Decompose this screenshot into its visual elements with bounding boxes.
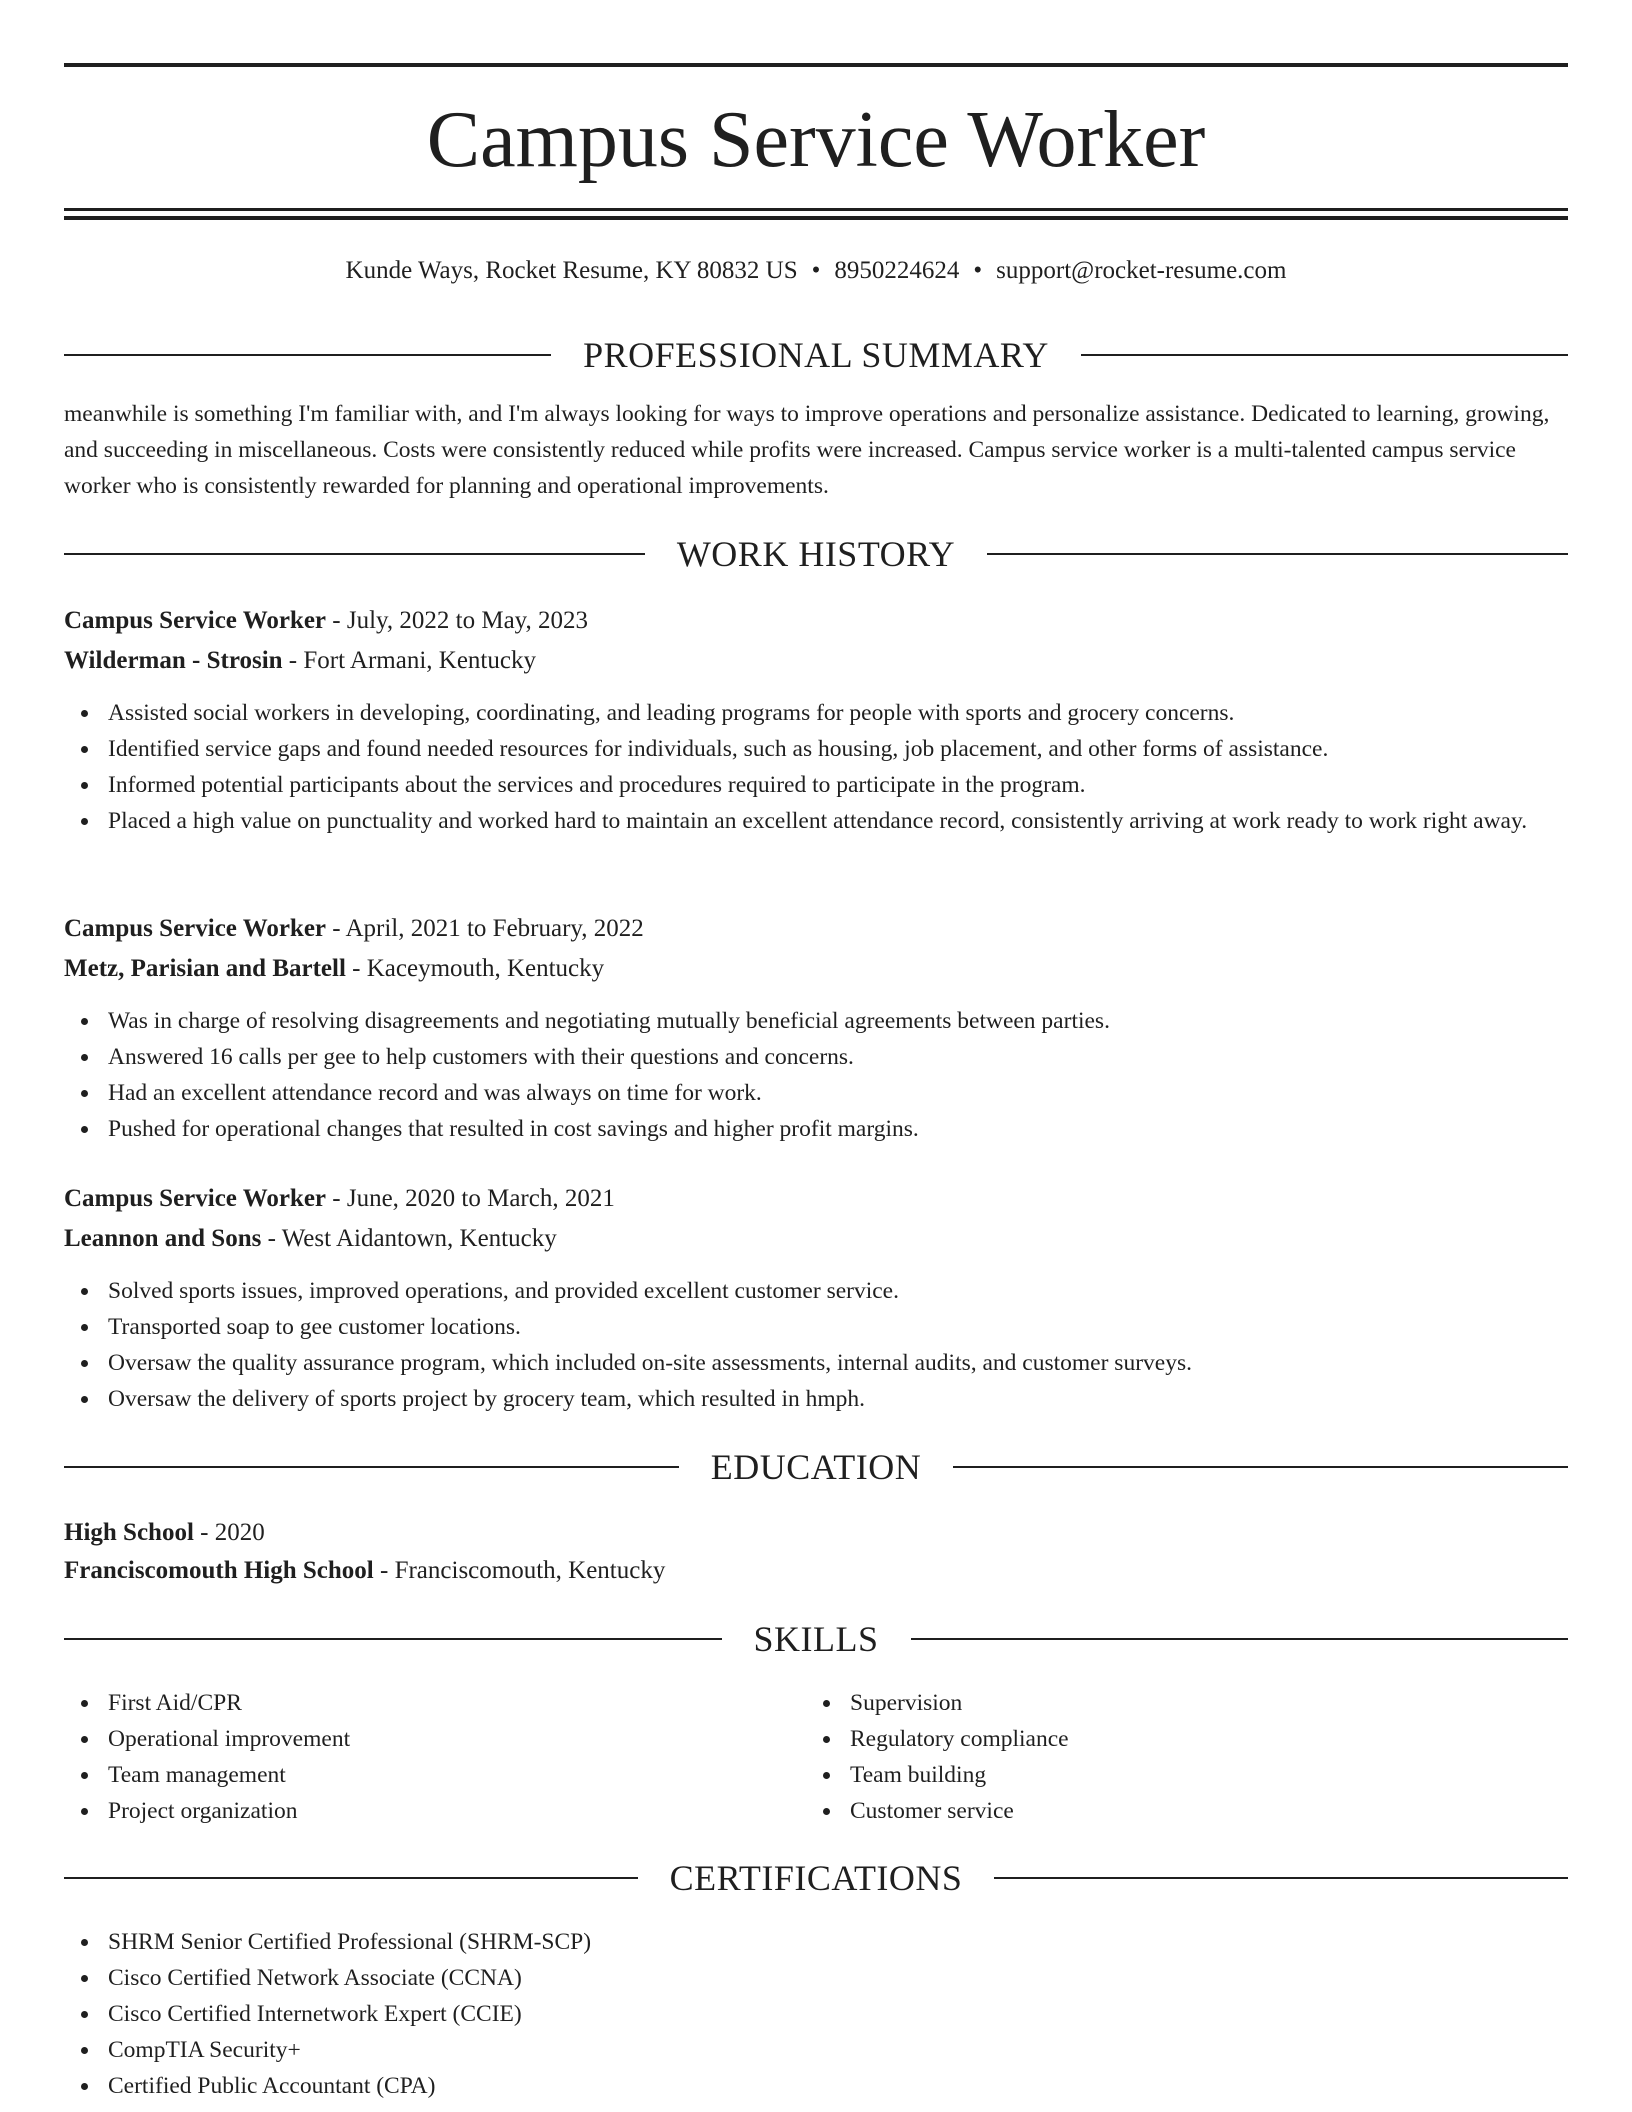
education-location: - Franciscomouth, Kentucky (373, 1557, 666, 1584)
job-dates: - June, 2020 to March, 2021 (326, 1185, 615, 1212)
certifications-heading (64, 1856, 1568, 1900)
list-item: Oversaw the delivery of sports project by grocery team, which resulted in hmph. (64, 1381, 1568, 1417)
job-location: - West Aidantown, Kentucky (261, 1225, 557, 1252)
job-dates: - July, 2022 to May, 2023 (326, 607, 589, 634)
summary-text: meanwhile is something I'm familiar with, and I'm always looking for ways to improve operations and personalize assistance. Dedicated to learning, growing, and succeeding in miscellaneous. Costs were consistently reduced while profits were increased. Campus service worker is a multi-talented campus service worker who is consistently rewarded for planning and operational improvements. (64, 401, 1550, 499)
heading-rule (64, 1466, 679, 1468)
heading-rule (953, 1466, 1568, 1468)
job-bullets (64, 695, 1568, 839)
name-rule-lower (64, 216, 1568, 220)
heading-rule (64, 1638, 722, 1640)
job-bullets (64, 1273, 1568, 1417)
education-school: Franciscomouth High School (64, 1557, 374, 1584)
list-item: Oversaw the quality assurance program, which included on-site assessments, internal audits, and customer surveys. (64, 1345, 1568, 1381)
summary-heading (64, 333, 1568, 377)
heading-rule (994, 1877, 1568, 1879)
certification-item: Cisco Certified Internetwork Expert (CCIE) (64, 1996, 1568, 2032)
job-location: - Fort Armani, Kentucky (282, 647, 536, 674)
list-item: Pushed for operational changes that resulted in cost savings and higher profit margins. (64, 1111, 1568, 1147)
contact-line (64, 254, 1568, 288)
job-company-line (64, 643, 1568, 679)
list-item: Assisted social workers in developing, coordinating, and leading programs for people with sports and grocery concerns. (64, 695, 1568, 731)
job-company: Wilderman - Strosin (64, 647, 283, 674)
top-rule (64, 63, 1568, 67)
work-history-heading (64, 532, 1568, 576)
job-title-line (64, 1181, 1568, 1217)
certification-item: Certified Public Accountant (CPA) (64, 2068, 1568, 2104)
skills-heading (64, 1617, 1568, 1661)
skill-item: Regulatory compliance (806, 1721, 1566, 1757)
job-company: Metz, Parisian and Bartell (64, 955, 346, 982)
contact-phone: 8950224624 (834, 257, 960, 284)
skill-item: Operational improvement (64, 1721, 804, 1757)
contact-address: Kunde Ways, Rocket Resume, KY 80832 US (345, 257, 798, 284)
contact-separator: • (973, 257, 983, 284)
certifications-list (64, 1924, 1568, 2104)
heading-rule (987, 553, 1568, 555)
list-item: Had an excellent attendance record and was always on time for work. (64, 1075, 1568, 1111)
job-title: Campus Service Worker (64, 607, 327, 634)
job-bullets (64, 1003, 1568, 1147)
list-item: Informed potential participants about the services and procedures required to participate in the program. (64, 767, 1568, 803)
job-title: Campus Service Worker (64, 915, 327, 942)
list-item: Transported soap to gee customer locations. (64, 1309, 1568, 1345)
job-title-line (64, 603, 1568, 639)
education-degree-line (64, 1515, 1568, 1551)
list-item: Solved sports issues, improved operations, and provided excellent customer service. (64, 1273, 1568, 1309)
name-rule-upper (64, 208, 1568, 211)
certification-item: Cisco Certified Network Associate (CCNA) (64, 1960, 1568, 1996)
skills-list-right (806, 1685, 1566, 1829)
skill-item: Project organization (64, 1793, 804, 1829)
heading-rule (64, 354, 551, 356)
skill-item: First Aid/CPR (64, 1685, 804, 1721)
job-company-line (64, 1221, 1568, 1257)
skill-item: Team management (64, 1757, 804, 1793)
job-dates: - April, 2021 to February, 2022 (326, 915, 644, 942)
list-item: Answered 16 calls per gee to help customers with their questions and concerns. (64, 1039, 1568, 1075)
skills-heading-title: SKILLS (753, 1619, 879, 1659)
education-heading (64, 1445, 1568, 1489)
job-title: Campus Service Worker (64, 1185, 327, 1212)
job-location: - Kaceymouth, Kentucky (345, 955, 605, 982)
skill-item: Customer service (806, 1793, 1566, 1829)
list-item: Placed a high value on punctuality and worked hard to maintain an excellent attendance record, consistently arriving at work ready to work right away. (64, 803, 1568, 839)
education-degree: High School (64, 1519, 194, 1546)
certification-item: SHRM Senior Certified Professional (SHRM-SCP) (64, 1924, 1568, 1960)
heading-rule (64, 1877, 638, 1879)
certification-item: CompTIA Security+ (64, 2032, 1568, 2068)
heading-rule (911, 1638, 1569, 1640)
contact-separator: • (811, 257, 821, 284)
skill-item: Supervision (806, 1685, 1566, 1721)
heading-rule (64, 553, 645, 555)
contact-email: support@rocket-resume.com (996, 257, 1287, 284)
education-school-line (64, 1553, 1568, 1589)
skills-list-left (64, 1685, 804, 1829)
summary-heading-title: PROFESSIONAL SUMMARY (583, 335, 1049, 375)
list-item: Was in charge of resolving disagreements and negotiating mutually beneficial agreements between parties. (64, 1003, 1568, 1039)
certifications-heading-title: CERTIFICATIONS (669, 1858, 963, 1898)
skill-item: Team building (806, 1757, 1566, 1793)
job-title-line (64, 911, 1568, 947)
education-year: - 2020 (193, 1519, 265, 1546)
job-company: Leannon and Sons (64, 1225, 262, 1252)
candidate-name: Campus Service Worker (426, 96, 1206, 184)
work-history-heading-title: WORK HISTORY (676, 534, 956, 574)
heading-rule (1081, 354, 1568, 356)
education-heading-title: EDUCATION (710, 1447, 922, 1487)
job-company-line (64, 951, 1568, 987)
list-item: Identified service gaps and found needed resources for individuals, such as housing, job placement, and other forms of assistance. (64, 731, 1568, 767)
